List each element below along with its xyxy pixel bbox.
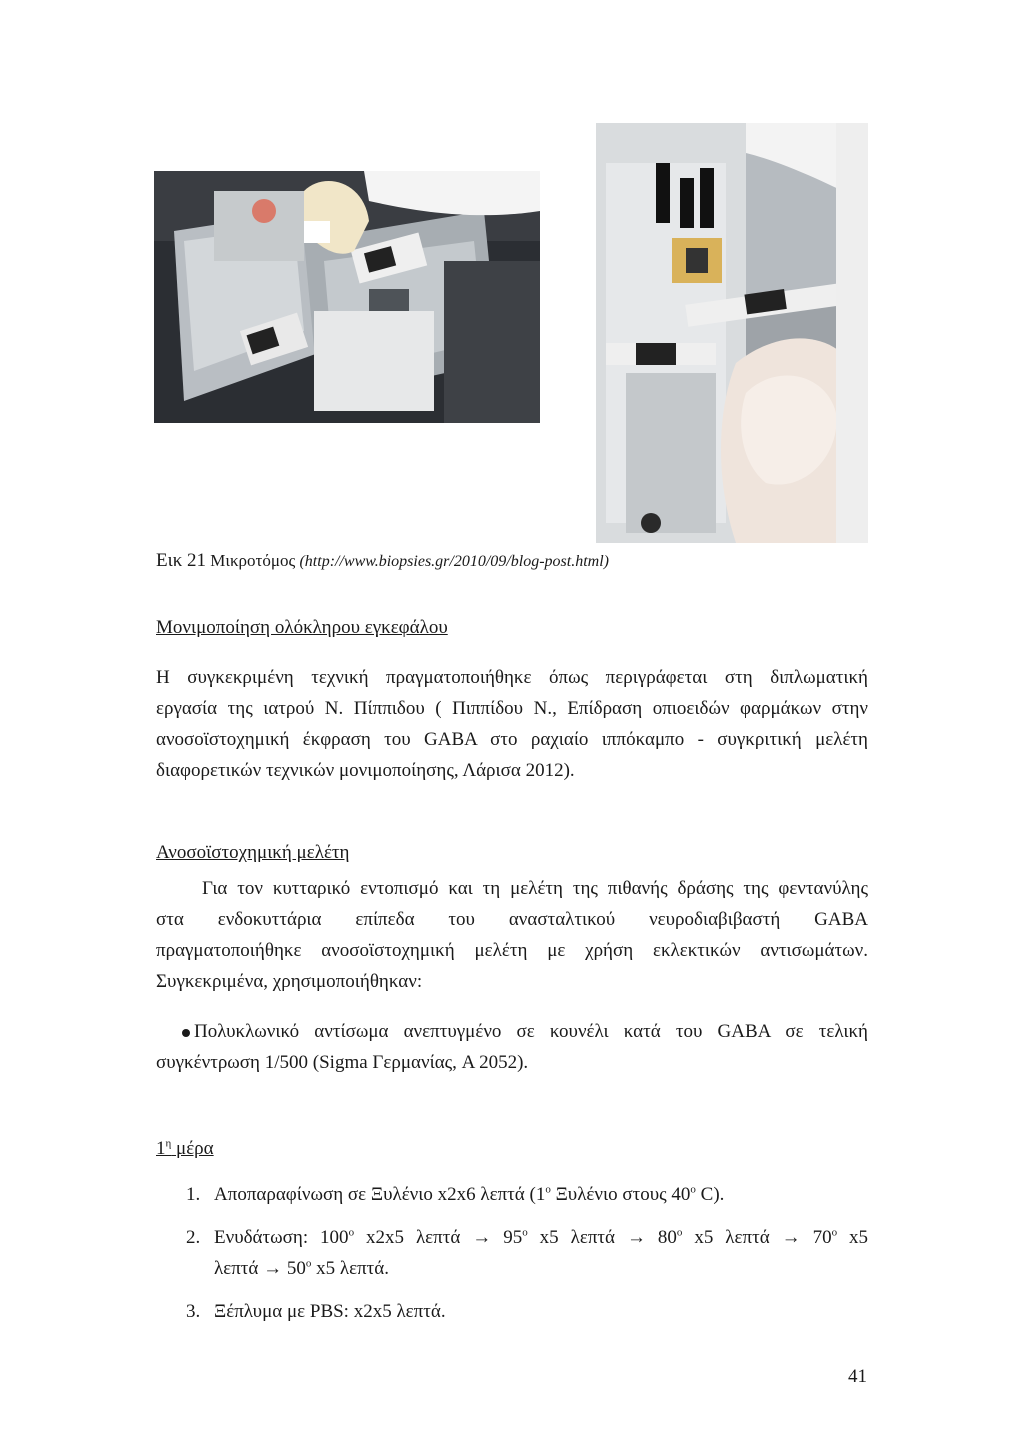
microtome-photo-left xyxy=(154,171,540,423)
section-heading-immunohistochemistry: Ανοσοϊστοχημική μελέτη xyxy=(156,842,350,863)
step-number: 1. xyxy=(186,1184,201,1205)
text-line: ανοσοϊστοχημική έκφραση του GABA στο ραχιαίο ιππόκαμπο - συγκριτική μελέτη xyxy=(156,729,868,750)
bullet-text-continued: συγκέντρωση 1/500 (Sigma Γερμανίας, A 2052). xyxy=(156,1052,529,1073)
text-line: Για τον κυτταρικό εντοπισμό και τη μελέτη της πιθανής δράσης της φεντανύλης xyxy=(202,878,868,899)
section-heading-fixation: Μονιμοποίηση ολόκληρου εγκεφάλου xyxy=(156,617,448,638)
list-item: 2. Ενυδάτωση: $100^o$ x2x5 $\lambda\varepsilon\pi\tau ά \to 95^o$ x5 $\lambda\varepsilon\pi\tau ά \to 80^o$ x5 $\lambda\varepsilon\pi\tau ά \to 70^o$ x5 $\lambda\varepsilon\pi\tau ά \to 50^o$ x5 λεπτά. xyxy=(156,1222,868,1284)
microtome-photo-right xyxy=(596,123,868,543)
day1-heading: $1^\eta$ μέρα xyxy=(156,1137,214,1159)
caption-source: (http://www.biopsies.gr/2010/09/blog-post.html) xyxy=(299,553,609,570)
step-number: 3. xyxy=(186,1301,201,1322)
text-line: εργασία της ιατρού Ν. Πίππιδου ( Πιππίδου Ν., Επίδραση οπιοειδών φαρμάκων στην xyxy=(156,698,868,719)
page-number: 41 xyxy=(848,1366,867,1387)
text-line: στα ενδοκυττάρια επίπεδα του ανασταλτικού νευροδιαβιβαστή GABA xyxy=(156,909,868,930)
paragraph-fixation xyxy=(156,662,868,786)
bullet-text: Πολυκλωνικό αντίσωμα ανεπτυγμένο σε κουνέλι κατά του GABA σε τελική xyxy=(194,1021,868,1042)
text-line: Η συγκεκριμένη τεχνική πραγματοποιήθηκε όπως περιγράφεται στη διπλωματική xyxy=(156,667,868,688)
step-number: 2. xyxy=(186,1227,201,1248)
bullet-icon xyxy=(182,1029,190,1037)
day1-steps xyxy=(156,1179,868,1339)
text-line: Συγκεκριμένα, χρησιμοποιήθηκαν: xyxy=(156,971,423,992)
paragraph-immunohistochemistry xyxy=(156,873,868,997)
caption-text: Μικροτόμος xyxy=(210,551,296,570)
antibody-bullet xyxy=(156,1016,868,1078)
text-line: πραγματοποιήθηκε ανοσοϊστοχημική μελέτη με χρήση εκλεκτικών αντισωμάτων. xyxy=(156,940,868,961)
list-item: 3. Ξέπλυμα με PBS: x2x5 λεπτά. xyxy=(156,1296,868,1327)
list-item: 1. Αποπαραφίνωση σε Ξυλένιο x2x6 λεπτά ($1^o$ Ξυλένιο στους $40^o$ C). xyxy=(156,1179,868,1210)
figure-caption xyxy=(156,550,609,572)
text-line: διαφορετικών τεχνικών μονιμοποίησης, Λάρισα 2012). xyxy=(156,760,575,781)
caption-lead: Εικ 21 xyxy=(156,550,207,571)
